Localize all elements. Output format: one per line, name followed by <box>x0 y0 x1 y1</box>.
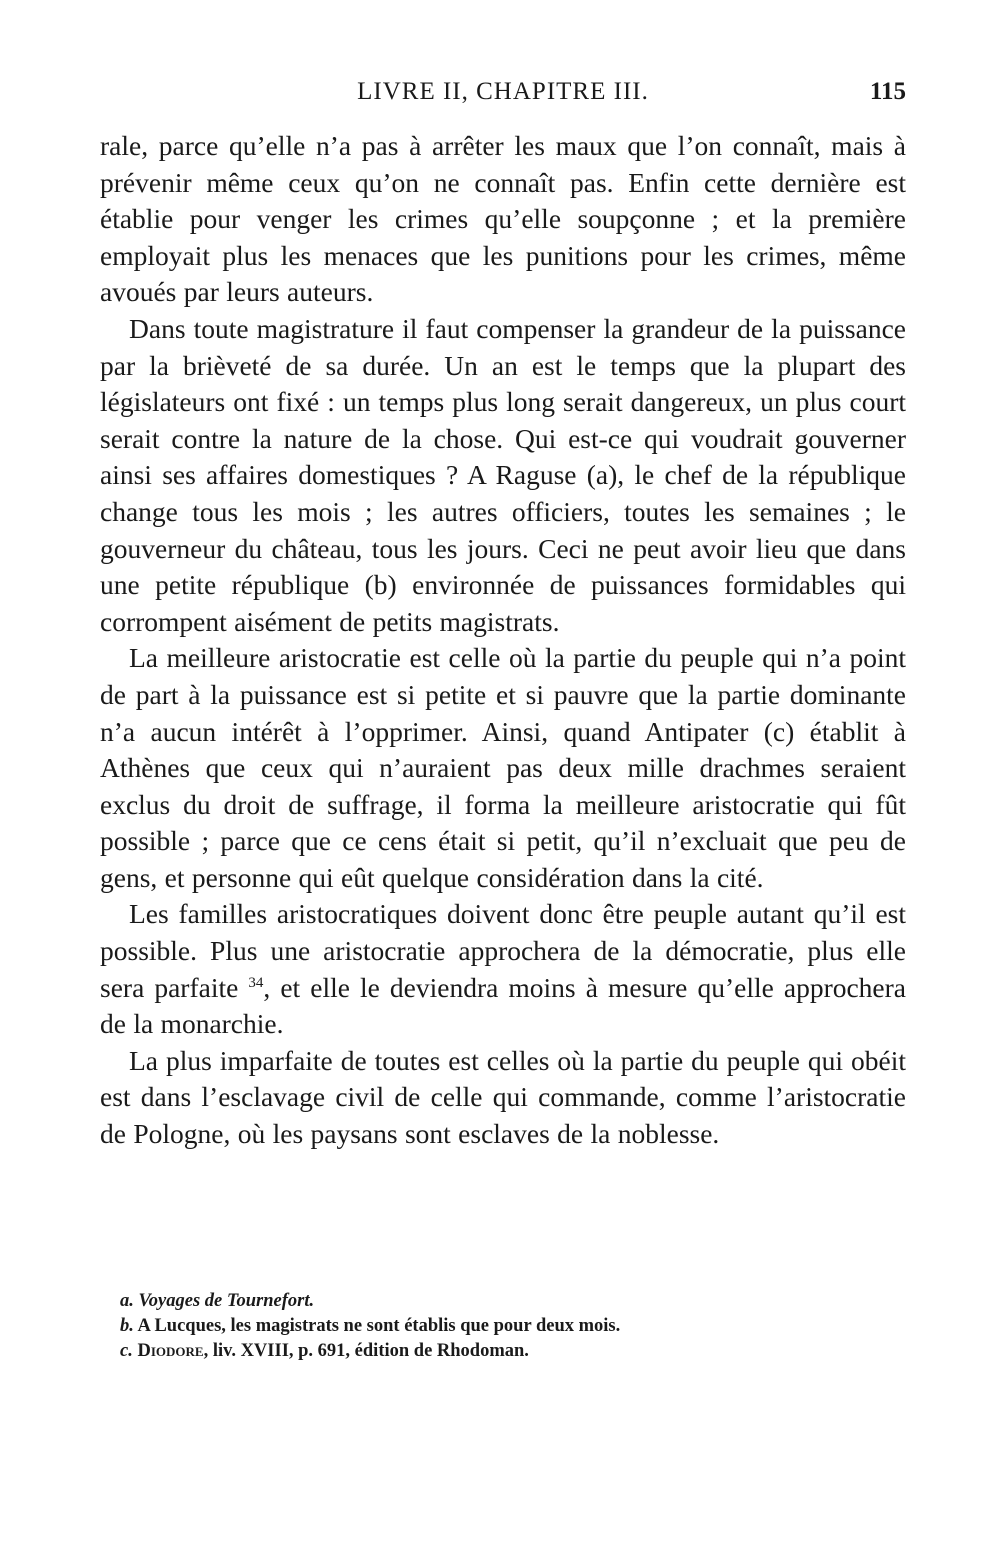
footnote-text: Voyages de Tournefort. <box>138 1291 315 1311</box>
footnote-c <box>120 1339 900 1364</box>
footnote-text: , liv. XVIII, p. 691, édition de Rhodoman. <box>203 1341 529 1361</box>
paragraph-plus-imparfaite: La plus imparfaite de toutes est celles où la partie du peuple qui obéit est dans l’esclavage civil de celle qui commande, comme l’aristocratie de Pologne, où les paysans sont esclaves de la noblesse. <box>100 1044 906 1150</box>
paragraph-text: Les familles aristocratiques doivent donc être peuple autant qu’il est possible. Plus une aristocratie approchera de la démocratie, plus elle sera parfaite <box>100 898 906 1003</box>
page-number: 115 <box>869 78 906 105</box>
footnote-text: A Lucques, les magistrats ne sont établis que pour deux mois. <box>137 1316 621 1336</box>
footnote-author: Diodore <box>137 1341 204 1361</box>
footnote-b <box>120 1314 900 1339</box>
footnote-marker: c. <box>120 1341 133 1361</box>
page-header <box>100 78 906 118</box>
footnotes <box>120 1289 900 1364</box>
footnote-a <box>120 1289 900 1314</box>
footnote-marker: b. <box>120 1316 134 1336</box>
paragraph-text: , et elle le deviendra moins à mesure qu’elle approchera de la monarchie. <box>100 971 907 1040</box>
footnote-reference: 34 <box>248 974 264 991</box>
running-title: LIVRE II, CHAPITRE III. <box>357 78 649 105</box>
paragraph-meilleure-aristocratie: La meilleure aristocratie est celle où la partie du peuple qui n’a point de part à la puissance est si petite et si pauvre que la partie dominante n’a aucun intérêt à l’opprimer. Ainsi, quand Antipater (c) établit à Athènes que ceux qui n’auraient pas deux mille drachmes seraient exclus du droit de suffrage, il forma la meilleure aristocratie qui fût possible ; parce que ce cens était si petit, qu’il n’excluait que peu de gens, et personne qui eût quelque considération dans la cité. <box>100 642 906 893</box>
paragraph-continued: rale, parce qu’elle n’a pas à arrêter les maux que l’on connaît, mais à prévenir même ceux qu’on ne connaît pas. Enfin cette dernière est établie pour venger les crimes qu’elle soupçonne ; et la première employait plus les menaces que les punitions pour les crimes, même avoués par leurs auteurs. <box>100 130 906 308</box>
paragraph-magistrature: Dans toute magistrature il faut compenser la grandeur de la puissance par la brièveté de sa durée. Un an est le temps que la plupart des législateurs ont fixé : un temps plus long serait dangereux, un plus court serait contre la nature de la chose. Qui est-ce qui voudrait gouverner ainsi ses affaires domestiques ? A Raguse (a), le chef de la république change tous les mois ; les autres officiers, toutes les semaines ; le gouverneur du château, tous les jours. Ceci ne peut avoir lieu que dans une petite république (b) environnée de puissances formidables qui corrompent aisément de petits magistrats. <box>100 312 906 637</box>
paragraph-familles-aristocratiques <box>100 896 906 1042</box>
footnote-marker: a. <box>120 1291 134 1311</box>
body-text <box>100 128 906 1153</box>
